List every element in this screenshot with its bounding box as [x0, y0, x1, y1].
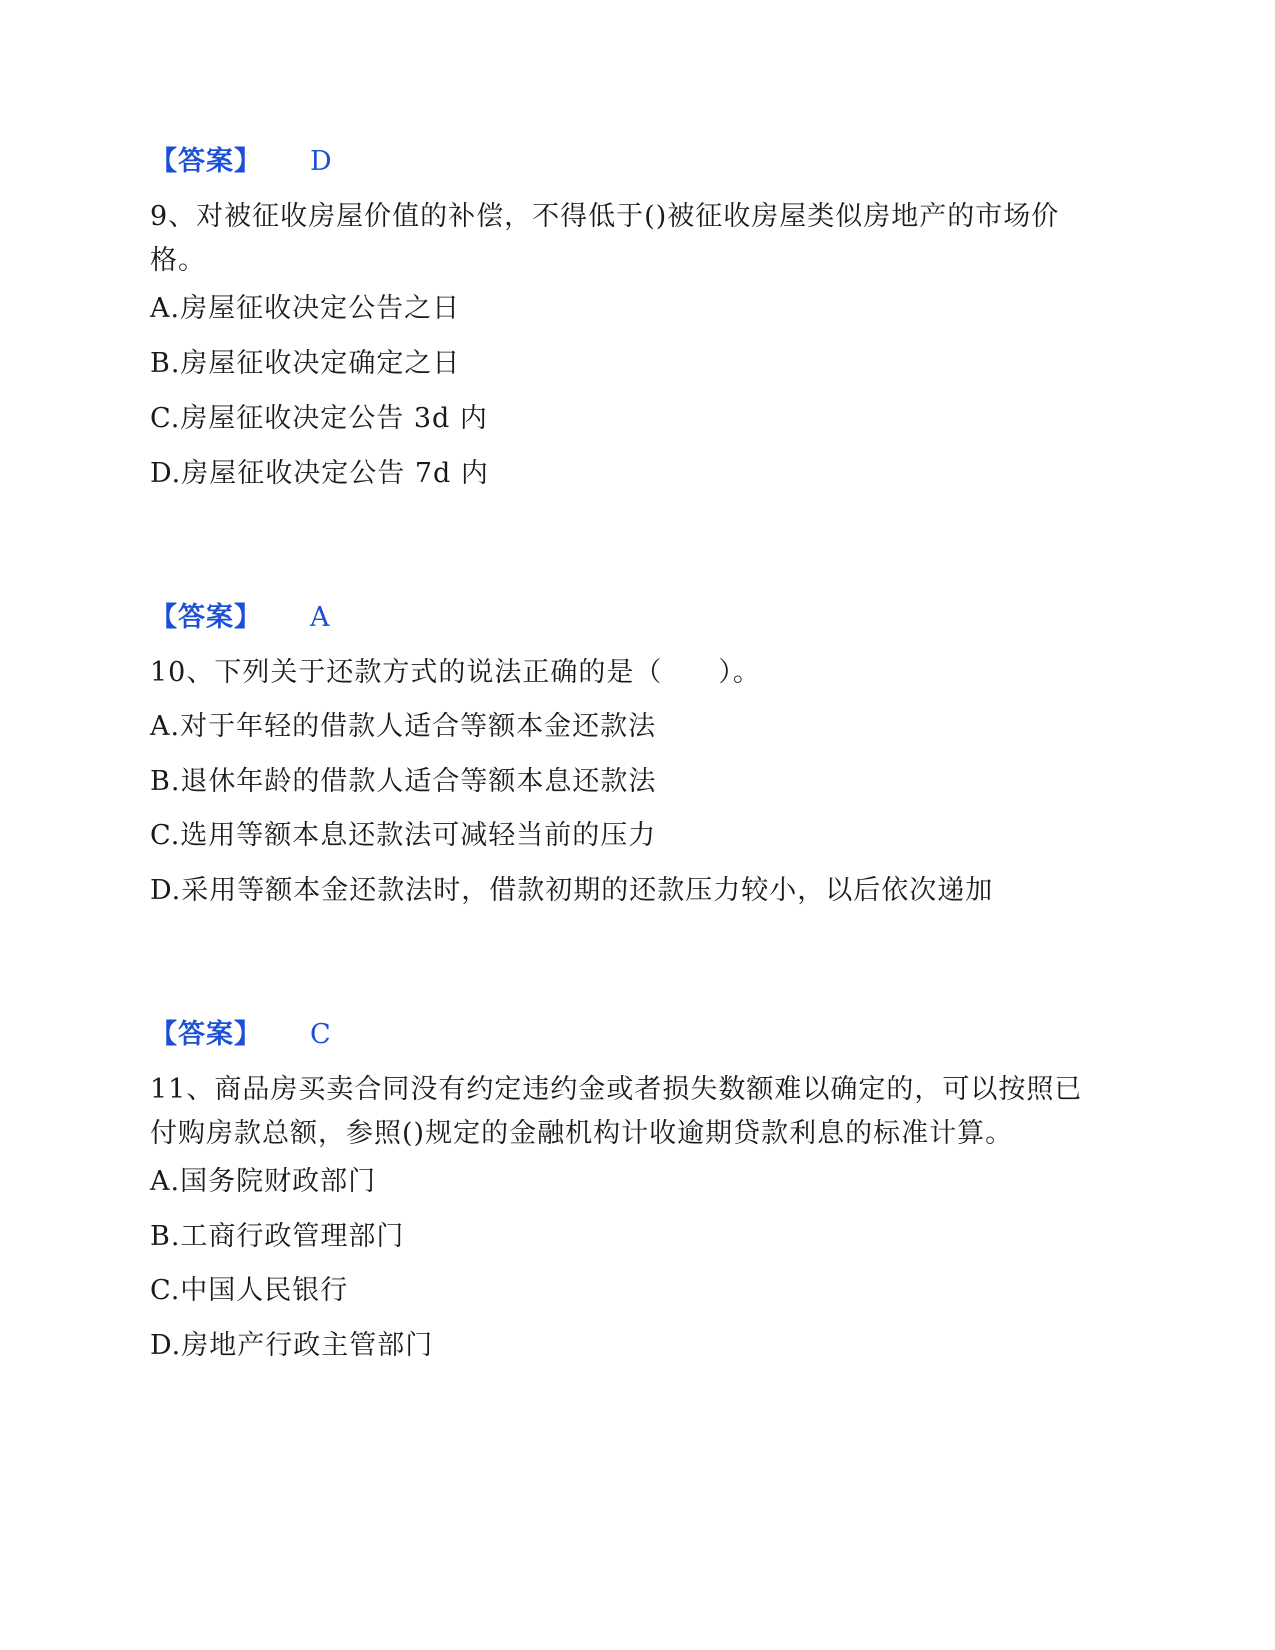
answer-line	[150, 601, 331, 635]
option-11-b: B.工商行政管理部门	[150, 1221, 405, 1252]
option-9-b: B.房屋征收决定确定之日	[150, 348, 461, 379]
answer-line	[150, 1018, 332, 1052]
option-10-c: C.选用等额本息还款法可减轻当前的压力	[150, 820, 657, 851]
answer-value: A	[310, 602, 331, 633]
answer-value: D	[310, 146, 333, 177]
answer-label: 【答案】	[150, 146, 262, 177]
option-9-c: C.房屋征收决定公告 3d 内	[150, 403, 488, 434]
answer-label: 【答案】	[150, 602, 262, 633]
answer-label: 【答案】	[150, 1019, 262, 1050]
answer-value: C	[310, 1019, 332, 1050]
option-11-d: D.房地产行政主管部门	[150, 1330, 434, 1361]
option-10-b: B.退休年龄的借款人适合等额本息还款法	[150, 766, 657, 797]
question-stem-9: 9、对被征收房屋价值的补偿，不得低于()被征收房屋类似房地产的市场价格。	[150, 201, 1060, 276]
option-10-a: A.对于年轻的借款人适合等额本金还款法	[150, 711, 657, 742]
option-9-a: A.房屋征收决定公告之日	[150, 293, 461, 324]
option-11-a: A.国务院财政部门	[150, 1166, 377, 1197]
question-stem-11: 11、商品房买卖合同没有约定违约金或者损失数额难以确定的，可以按照已付购房款总额，参照()规定的金融机构计收逾期贷款利息的标准计算。	[150, 1074, 1083, 1149]
question-stem-10: 10、下列关于还款方式的说法正确的是（ ）。	[150, 657, 761, 688]
option-11-c: C.中国人民银行	[150, 1275, 349, 1306]
option-10-d: D.采用等额本金还款法时，借款初期的还款压力较小，以后依次递加	[150, 875, 994, 906]
answer-line	[150, 145, 333, 179]
option-9-d: D.房屋征收决定公告 7d 内	[150, 458, 489, 489]
